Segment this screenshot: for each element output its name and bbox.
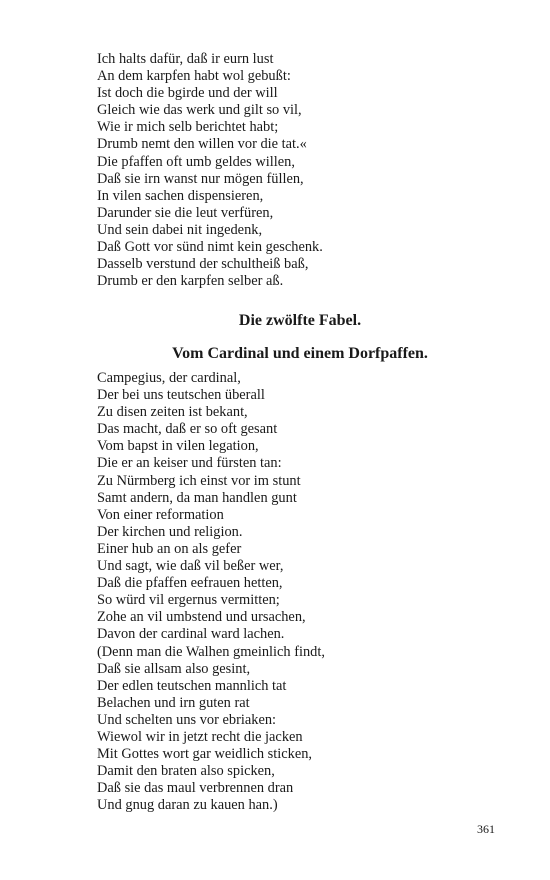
fable-number-heading: Die zwölfte Fabel. bbox=[238, 312, 362, 329]
verse-line: Einer hub an on als gefer bbox=[97, 540, 242, 557]
verse-line: Ist doch die bgirde und der will bbox=[97, 85, 278, 102]
verse-line: Damit den braten also spicken, bbox=[97, 763, 275, 780]
verse-line: Die pfaffen oft umb geldes willen, bbox=[97, 153, 295, 170]
verse-line: Vom bapst in vilen legation, bbox=[97, 438, 259, 455]
verse-line: Gleich wie das werk und gilt so vil, bbox=[97, 102, 302, 119]
verse-line: Der edlen teutschen mannlich tat bbox=[97, 677, 287, 694]
verse-line: Wie ir mich selb berichtet habt; bbox=[97, 119, 279, 136]
verse-line: Daß sie allsam also gesint, bbox=[97, 660, 251, 677]
verse-line: Das macht, daß er so oft gesant bbox=[97, 421, 278, 438]
verse-line: Drumb nemt den willen vor die tat.« bbox=[97, 136, 307, 153]
verse-line: Wiewol wir in jetzt recht die jacken bbox=[97, 728, 303, 745]
verse-line: Campegius, der cardinal, bbox=[97, 370, 241, 386]
verse-line: Die er an keiser und fürsten tan: bbox=[97, 455, 282, 472]
verse-line: Und sagt, wie daß vil beßer wer, bbox=[97, 558, 284, 575]
verse-line: Dasselb verstund der schultheiß baß, bbox=[97, 256, 309, 273]
verse-line: (Denn man die Walhen gmeinlich findt, bbox=[97, 643, 325, 660]
verse-line: Davon der cardinal ward lachen. bbox=[97, 626, 285, 643]
verse-line: Und gnug daran zu kauen han.) bbox=[97, 797, 278, 814]
verse-line: Belachen und irn guten rat bbox=[97, 694, 250, 711]
verse-line: Zu Nürmberg ich einst vor im stunt bbox=[97, 472, 301, 489]
verse-line: Daß sie irn wanst nur mögen füllen, bbox=[97, 170, 304, 187]
verse-stanza-one bbox=[97, 51, 497, 290]
verse-line: Darunder sie die leut verfüren, bbox=[97, 204, 274, 221]
verse-line: Mit Gottes wort gar weidlich sticken, bbox=[97, 746, 313, 763]
verse-line: Der kirchen und religion. bbox=[97, 523, 243, 540]
verse-line: So würd vil ergernus vermitten; bbox=[97, 592, 280, 609]
verse-stanza-two bbox=[97, 370, 497, 814]
verse-line: In vilen sachen dispensieren, bbox=[97, 187, 264, 204]
verse-line: Daß Gott vor sünd nimt kein geschenk. bbox=[97, 239, 323, 256]
page-number: 361 bbox=[477, 822, 495, 836]
verse-line: Von einer reformation bbox=[97, 506, 224, 523]
verse-line: Ich halts dafür, daß ir eurn lust bbox=[97, 51, 274, 67]
verse-line: Drumb er den karpfen selber aß. bbox=[97, 273, 284, 290]
fable-title-heading: Vom Cardinal und einem Dorfpaffen. bbox=[172, 345, 428, 362]
verse-line: Der bei uns teutschen überall bbox=[97, 387, 265, 404]
verse-line: Samt andern, da man handlen gunt bbox=[97, 489, 297, 506]
verse-line: Daß die pfaffen eefrauen hetten, bbox=[97, 575, 283, 592]
verse-line: Daß sie das maul verbrennen dran bbox=[97, 780, 294, 797]
verse-line: Zu disen zeiten ist bekant, bbox=[97, 404, 248, 421]
verse-line: Und sein dabei nit ingedenk, bbox=[97, 221, 263, 238]
verse-line: Und schelten uns vor ebriaken: bbox=[97, 711, 277, 728]
verse-line: Zohe an vil umbstend und ursachen, bbox=[97, 609, 306, 626]
verse-line: An dem karpfen habt wol gebußt: bbox=[97, 68, 291, 85]
